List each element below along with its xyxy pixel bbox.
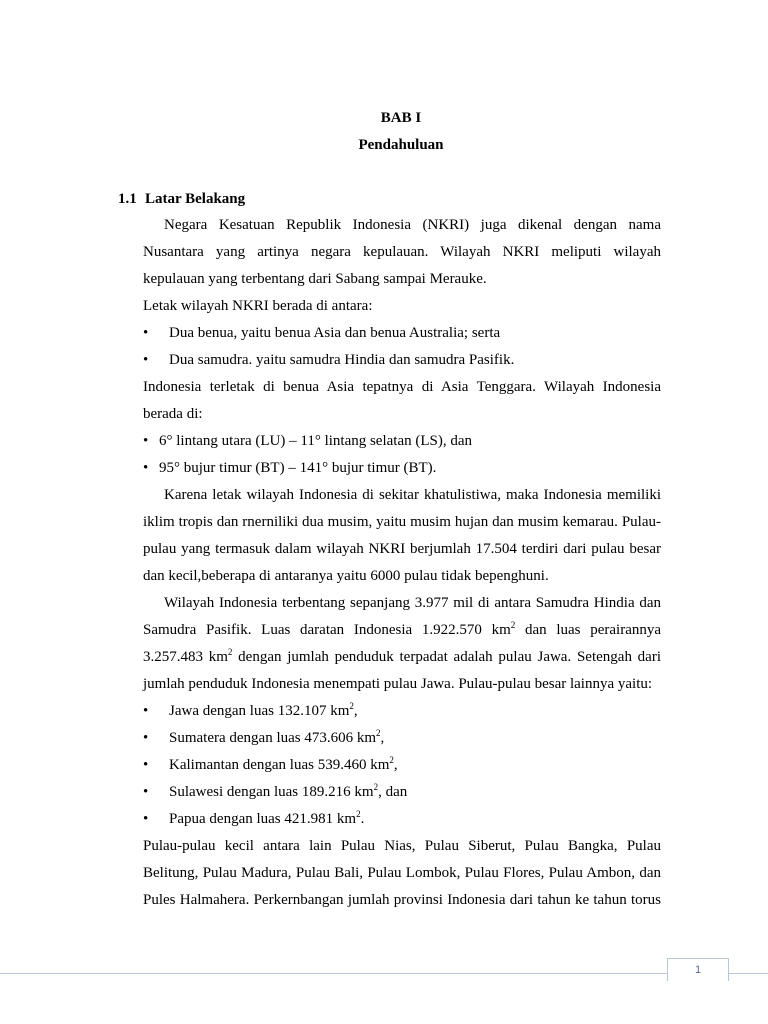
text-fragment: Samudra Pasifik. Luas daratan Indonesia 1.922.570 km [143,622,511,638]
paragraph-line: Indonesia terletak di benua Asia tepatnya di Asia Tenggara. Wilayah Indonesia [143,379,661,395]
island-name: Papua dengan luas 421.981 km [169,811,357,827]
list-item-text [143,725,661,752]
list-item [143,455,661,482]
section-heading [118,191,245,208]
island-name: Sumatera dengan luas 473.606 km [169,730,377,746]
text-fragment: dengan jumlah penduduk terpadat adalah pulau Jawa. Setengah dari [238,649,661,665]
superscript: 2 [376,728,381,738]
island-name: Jawa dengan luas 132.107 km [169,703,350,719]
punctuation: , dan [378,784,408,800]
list-item-text: 95° bujur timur (BT) – 141° bujur timur (BT). [159,460,437,476]
paragraph-line: dan kecil,beberapa di antaranya yaitu 6000 pulau tidak bepenghuni. [143,568,549,584]
list-item [143,779,661,806]
text-fragment: dan luas perairannya [524,622,661,638]
bullet-icon: • [143,703,149,719]
page-number: 1 [667,958,729,981]
paragraph-line: kepulauan yang terbentang dari Sabang sampai Merauke. [143,271,487,287]
list-item-text: Dua benua, yaitu benua Asia dan benua Australia; serta [169,325,501,341]
section-title: Latar Belakang [145,191,246,207]
paragraph-line: Pules Halmahera. Perkernbangan jumlah provinsi Indonesia dari tahun ke tahun torus [143,892,661,908]
bullet-icon: • [143,460,149,476]
bullet-icon: • [143,784,149,800]
superscript: 2 [349,701,354,711]
chapter-label: BAB I [380,110,422,126]
paragraph-line: Belitung, Pulau Madura, Pulau Bali, Pulau Lombok, Pulau Flores, Pulau Ambon, dan [143,865,661,881]
superscript: 2 [510,620,516,630]
paragraph-line: Letak wilayah NKRI berada di antara: [143,298,373,314]
list-item [143,347,661,374]
bullet-icon: • [143,325,149,341]
punctuation: , [380,730,385,746]
paragraph-line: berada di: [143,406,203,422]
bullet-icon: • [143,730,149,746]
bullet-icon: • [143,811,149,827]
punctuation: , [393,757,398,773]
superscript: 2 [356,809,361,819]
list-item-text [143,698,661,725]
bullet-icon: • [143,433,149,449]
punctuation: , [353,703,358,719]
island-name: Sulawesi dengan luas 189.216 km [169,784,374,800]
list-item-text: Dua samudra. yaitu samudra Hindia dan samudra Pasifik. [169,352,515,368]
superscript: 2 [373,782,379,792]
list-item [143,428,661,455]
paragraph-line [143,617,661,644]
paragraph-line: Nusantara yang artinya negara kepulauan. Wilayah NKRI meliputi wilayah [143,244,661,260]
list-item [143,725,661,752]
bullet-icon: • [143,352,149,368]
list-item-text [143,779,661,806]
chapter-title: Pendahuluan [358,137,444,153]
paragraph-line: Pulau-pulau kecil antara lain Pulau Nias, Pulau Siberut, Pulau Bangka, Pulau [143,838,661,854]
paragraph-line: iklim tropis dan rnerniliki dua musim, yaitu musim hujan dan musim kemarau. Pulau- [143,514,661,530]
paragraph-line: Wilayah Indonesia terbentang sepanjang 3.977 mil di antara Samudra Hindia dan [164,595,661,611]
island-name: Kalimantan dengan luas 539.460 km [169,757,390,773]
paragraph-line: jumlah penduduk Indonesia menempati pulau Jawa. Pulau-pulau besar lainnya yaitu: [143,676,653,692]
paragraph-line: pulau yang termasuk dalam wilayah NKRI berjumlah 17.504 terdiri dari pulau besar [143,541,661,557]
list-item-text [143,806,661,833]
section-number: 1.1 [118,191,137,207]
body-text [143,212,661,914]
punctuation: . [360,811,365,827]
superscript: 2 [227,647,233,657]
superscript: 2 [389,755,394,765]
text-fragment: 3.257.483 km [143,649,228,665]
list-item-text [143,752,661,779]
list-item [143,320,661,347]
paragraph-line: Karena letak wilayah Indonesia di sekitar khatulistiwa, maka Indonesia memiliki [164,487,661,503]
footer-divider [0,973,768,974]
paragraph-line [143,644,661,671]
list-item [143,698,661,725]
bullet-icon: • [143,757,149,773]
list-item [143,806,661,833]
paragraph-line: Negara Kesatuan Republik Indonesia (NKRI) juga dikenal dengan nama [164,217,661,233]
list-item-text: 6° lintang utara (LU) – 11° lintang selatan (LS), dan [159,433,473,449]
list-item [143,752,661,779]
